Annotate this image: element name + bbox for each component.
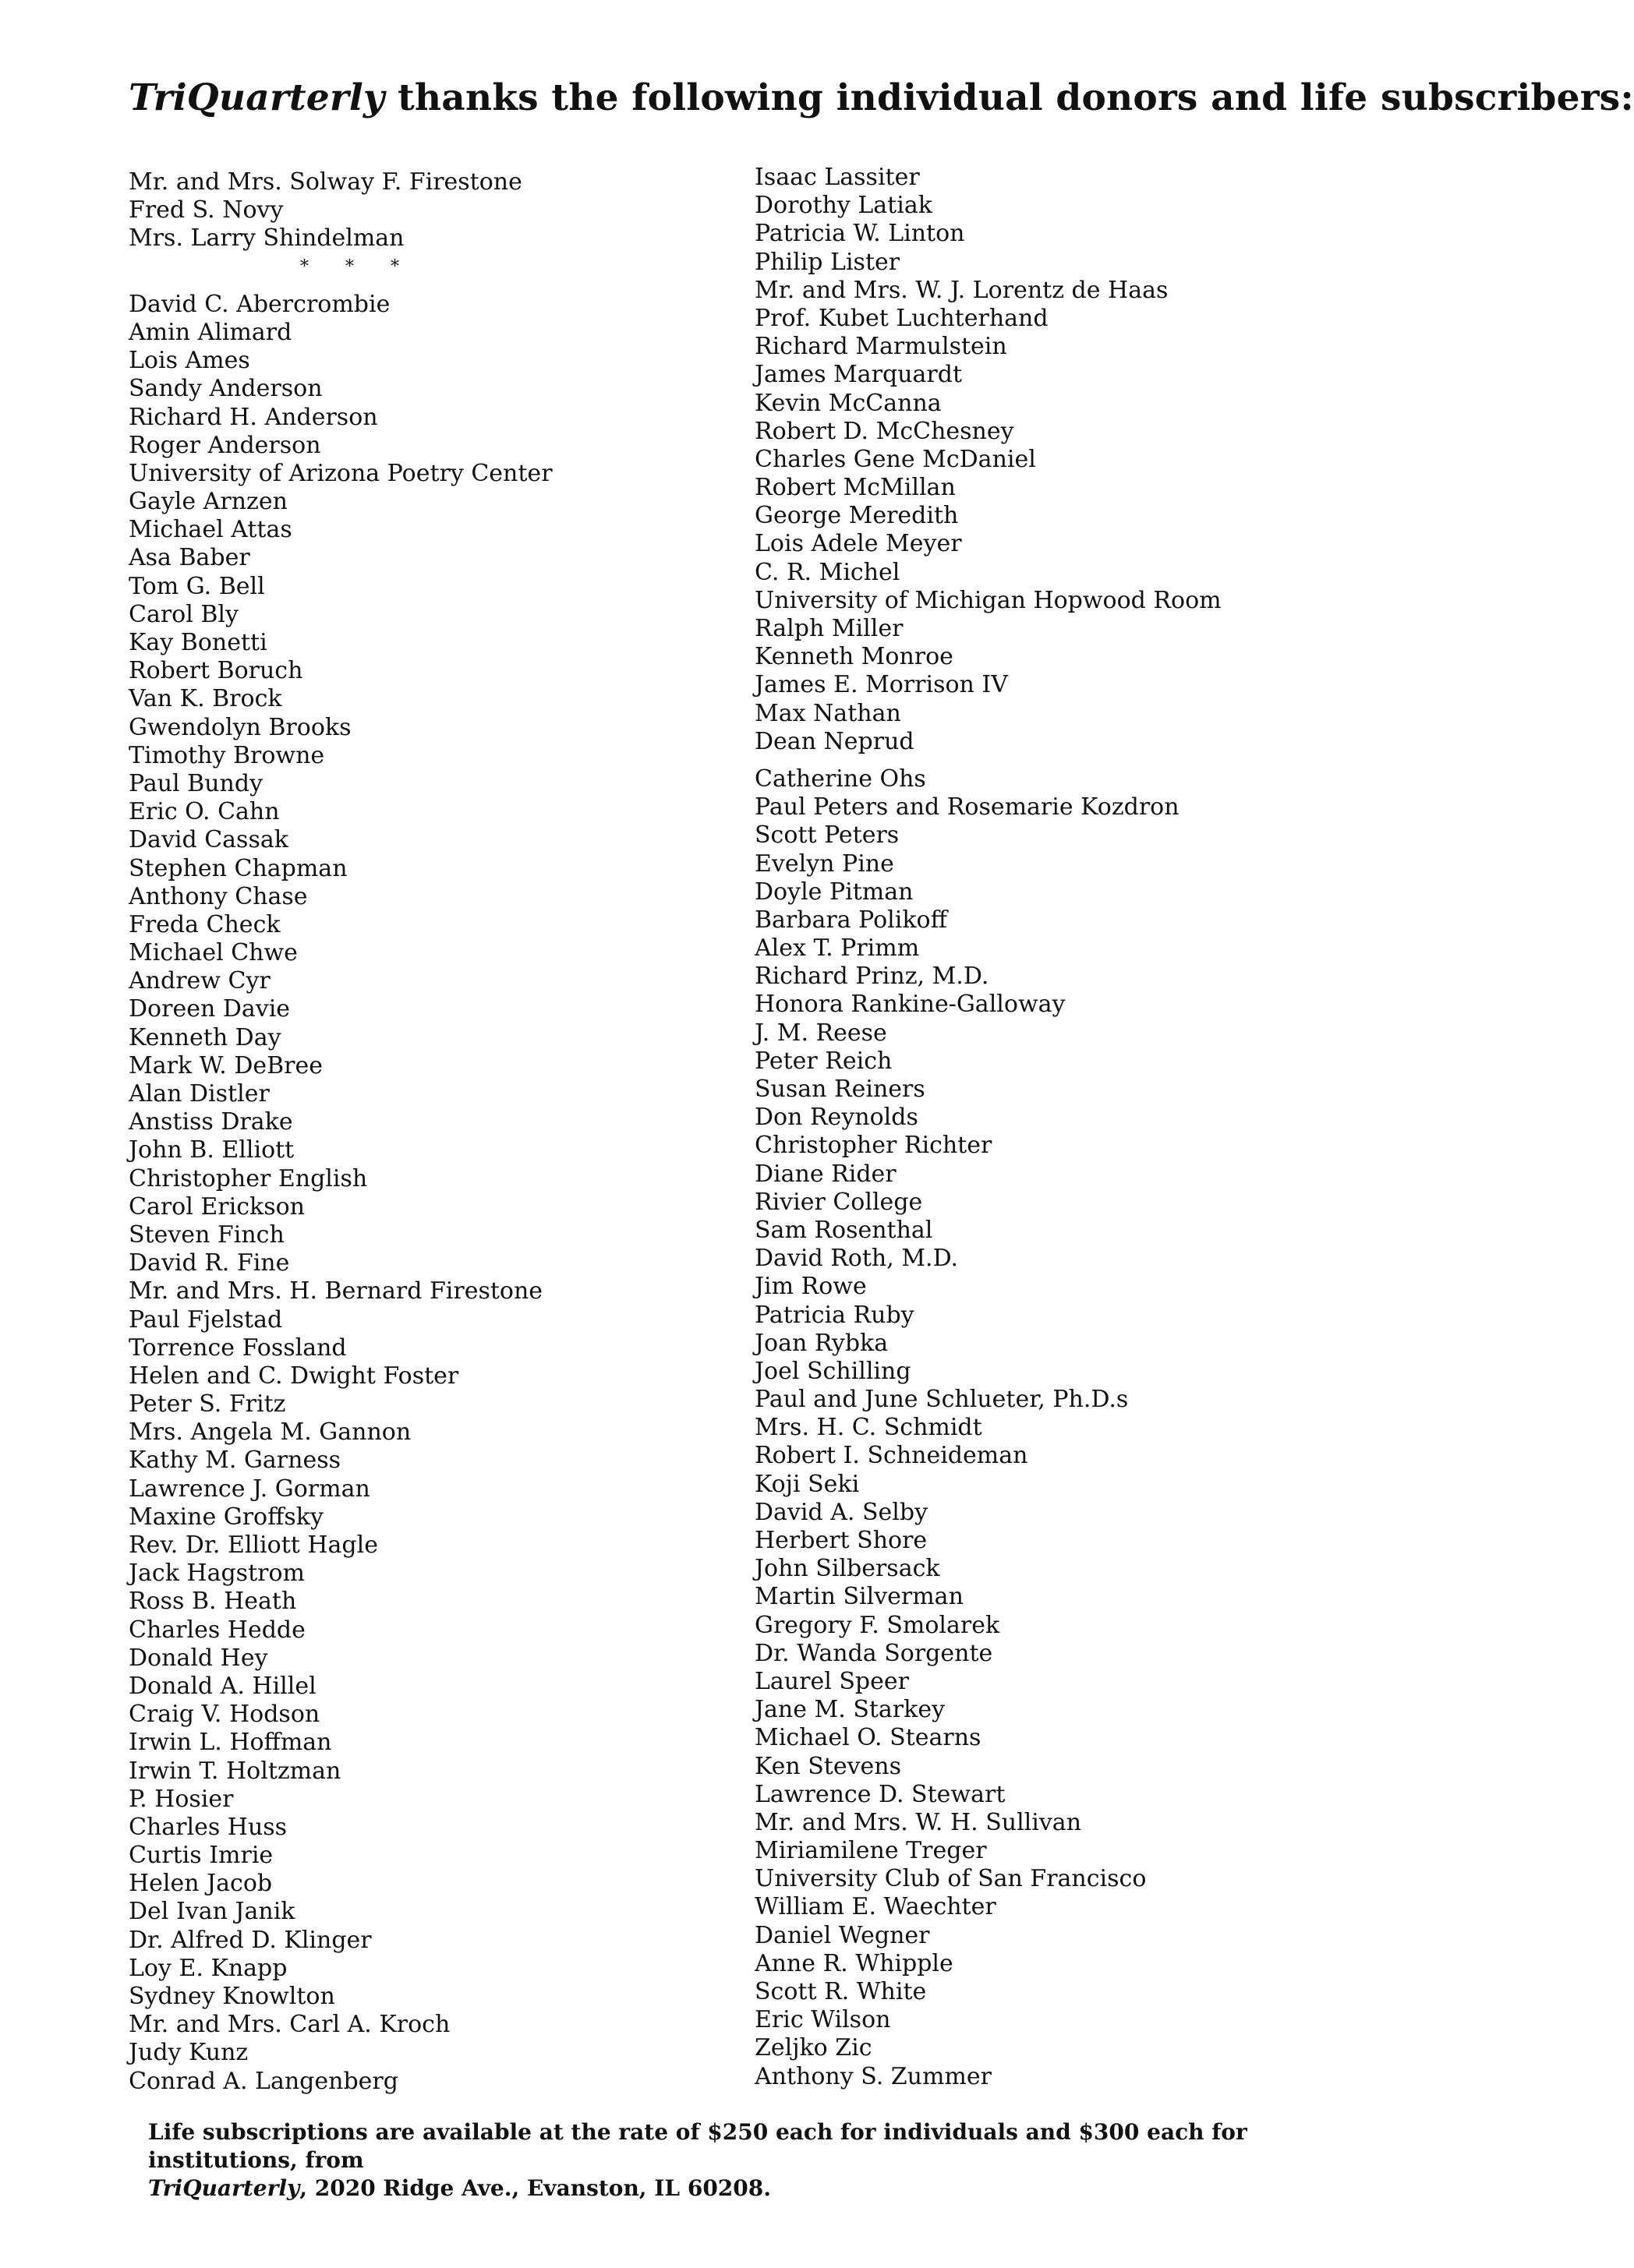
donor-name: Koji Seki (755, 1470, 860, 1498)
donor-name: Michael O. Stearns (755, 1724, 981, 1752)
donor-name: Asa Baber (129, 544, 250, 572)
donor-name: Carol Erickson (129, 1192, 305, 1221)
donor-name: Martin Silverman (755, 1583, 964, 1611)
donor-name: Susan Reiners (755, 1076, 925, 1103)
donor-name: Kenneth Monroe (755, 643, 953, 671)
donor-name: Philip Lister (755, 248, 900, 276)
donor-name: Anthony S. Zummer (755, 2062, 992, 2090)
donor-name: Kathy M. Garness (129, 1447, 341, 1475)
donor-name: Peter Reich (755, 1047, 893, 1075)
donor-name: Jane M. Starkey (755, 1696, 946, 1724)
left-donor-column (129, 168, 737, 2096)
donor-name: Laurel Speer (755, 1667, 909, 1695)
donor-name: Peter S. Fritz (129, 1390, 286, 1418)
donor-name: Maxine Groffsky (129, 1503, 324, 1531)
donor-name: Anstiss Drake (129, 1108, 293, 1136)
donor-name: Torrence Fossland (129, 1334, 347, 1362)
donor-name: Herbert Shore (755, 1527, 928, 1554)
donor-name: Miriamilene Treger (755, 1837, 987, 1865)
donor-name: Stephen Chapman (129, 854, 348, 882)
donor-name: Richard Prinz, M.D. (755, 963, 989, 991)
heading-magazine-title: TriQuarterly (129, 76, 385, 119)
donor-name: Charles Hedde (129, 1616, 306, 1644)
donor-name: Rivier College (755, 1188, 923, 1216)
footer-address: , 2020 Ridge Ave., Evanston, IL 60208. (299, 2175, 771, 2201)
donor-name: Mr. and Mrs. H. Bernard Firestone (129, 1277, 543, 1305)
donor-name: Tom G. Bell (129, 572, 265, 600)
donor-name: Scott Peters (755, 821, 900, 850)
donor-name: David C. Abercrombie (129, 290, 391, 318)
donor-name: Paul Bundy (129, 769, 263, 797)
donor-name: Jim Rowe (755, 1273, 867, 1301)
donor-name: Alex T. Primm (755, 934, 920, 963)
donor-name: Timothy Browne (129, 741, 325, 769)
donor-name: Doreen Davie (129, 995, 291, 1023)
donor-name: Barbara Polikoff (755, 906, 947, 934)
donor-name: Judy Kunz (129, 2039, 249, 2067)
donor-name: Gayle Arnzen (129, 488, 288, 516)
donor-name: Anne R. Whipple (755, 1949, 953, 1977)
right-donor-column (755, 164, 1417, 2091)
donor-name: University Club of San Francisco (755, 1865, 1147, 1893)
donor-name: Helen and C. Dwight Foster (129, 1362, 459, 1390)
donor-name: Craig V. Hodson (129, 1701, 320, 1729)
donor-name: Paul Fjelstad (129, 1305, 283, 1334)
donor-name: Irwin T. Holtzman (129, 1757, 341, 1785)
donor-name: Max Nathan (755, 699, 901, 727)
donor-name: Ken Stevens (755, 1752, 901, 1780)
donor-name: C. R. Michel (755, 558, 900, 586)
donor-name: James E. Morrison IV (755, 671, 1008, 699)
donor-name: Amin Alimard (129, 318, 292, 346)
donor-name: Isaac Lassiter (755, 164, 920, 191)
section-separator: * * * (300, 256, 415, 277)
donor-name: University of Michigan Hopwood Room (755, 586, 1222, 614)
donor-name: Lois Ames (129, 347, 250, 375)
donor-name: Dorothy Latiak (755, 192, 932, 220)
donor-name: John Silbersack (755, 1555, 940, 1583)
donor-name: Don Reynolds (755, 1104, 918, 1132)
donor-name: Helen Jacob (129, 1870, 273, 1898)
donor-name: Mrs. Larry Shindelman (129, 224, 405, 253)
donor-name: Mark W. DeBree (129, 1051, 324, 1079)
donor-name: Prof. Kubet Luchterhand (755, 304, 1049, 332)
donor-name: Diane Rider (755, 1160, 897, 1188)
donor-name: Mrs. Angela M. Gannon (129, 1418, 412, 1447)
donor-name: Van K. Brock (129, 685, 282, 713)
donor-name: David R. Fine (129, 1249, 290, 1277)
donor-name: Gregory F. Smolarek (755, 1611, 1000, 1639)
donor-name: Lawrence D. Stewart (755, 1780, 1006, 1808)
donor-name: Patricia Ruby (755, 1301, 914, 1329)
page-heading (129, 76, 1634, 119)
donor-name: Daniel Wegner (755, 1921, 930, 1949)
donor-name: Del Ivan Janik (129, 1898, 295, 1926)
donor-name: Curtis Imrie (129, 1842, 274, 1870)
donor-name: Kevin McCanna (755, 389, 942, 417)
donor-name: Robert D. McChesney (755, 417, 1014, 445)
donor-name: Mr. and Mrs. W. J. Lorentz de Haas (755, 276, 1169, 304)
footer-line-2 (148, 2174, 1333, 2203)
donor-name: Ralph Miller (755, 615, 904, 642)
donor-name: Irwin L. Hoffman (129, 1729, 332, 1757)
donor-name: William E. Waechter (755, 1893, 996, 1921)
donor-name: Robert McMillan (755, 474, 956, 502)
donor-name: Doyle Pitman (755, 878, 914, 906)
donor-name: David Cassak (129, 826, 288, 854)
donor-name: Christopher English (129, 1164, 368, 1192)
donor-name: Sam Rosenthal (755, 1216, 933, 1244)
donor-name: Kenneth Day (129, 1023, 281, 1051)
donor-name: Dean Neprud (755, 727, 914, 755)
donor-name: Robert I. Schneideman (755, 1442, 1028, 1470)
donor-name: Anthony Chase (129, 882, 308, 910)
donor-name: Eric Wilson (755, 2006, 891, 2034)
donor-name: Honora Rankine-Galloway (755, 991, 1066, 1019)
donor-name: Michael Chwe (129, 939, 298, 967)
donor-name: Zeljko Zic (755, 2034, 872, 2062)
donor-name: Paul Peters and Rosemarie Kozdron (755, 793, 1180, 821)
donor-name: Robert Boruch (129, 657, 303, 685)
donor-name: Christopher Richter (755, 1132, 992, 1160)
donor-name: Mr. and Mrs. Carl A. Kroch (129, 2011, 451, 2039)
donor-name: Sandy Anderson (129, 375, 323, 403)
donor-name: Steven Finch (129, 1221, 285, 1249)
donor-name: Eric O. Cahn (129, 798, 280, 826)
donor-name: Scott R. White (755, 1978, 927, 2005)
donor-name: Evelyn Pine (755, 850, 894, 878)
donor-name: Kay Bonetti (129, 629, 267, 656)
donor-name: Roger Anderson (129, 431, 321, 459)
donor-name: Dr. Alfred D. Klinger (129, 1926, 372, 1954)
donor-name: University of Arizona Poetry Center (129, 459, 553, 487)
donor-name: John B. Elliott (129, 1136, 295, 1164)
donor-name: P. Hosier (129, 1785, 234, 1813)
donor-name: Richard H. Anderson (129, 403, 378, 431)
donor-name: Fred S. Novy (129, 196, 284, 224)
donor-name: Patricia W. Linton (755, 220, 965, 248)
donor-name: Loy E. Knapp (129, 1954, 288, 1982)
donor-name: Lawrence J. Gorman (129, 1475, 370, 1503)
donor-name: Alan Distler (129, 1080, 270, 1108)
donor-name: Catherine Ohs (755, 765, 926, 793)
donor-name: David A. Selby (755, 1498, 928, 1526)
donor-name: Paul and June Schlueter, Ph.D.s (755, 1386, 1129, 1414)
donor-name: Joel Schilling (755, 1357, 911, 1385)
donor-name: Donald A. Hillel (129, 1672, 317, 1700)
donor-name: George Meredith (755, 502, 959, 530)
donor-name: Joan Rybka (755, 1329, 889, 1357)
donor-name: Gwendolyn Brooks (129, 713, 352, 741)
donor-name: Jack Hagstrom (129, 1560, 305, 1588)
donor-name: David Roth, M.D. (755, 1245, 959, 1273)
heading-text: thanks the following individual donors and life subscribers: (384, 76, 1634, 119)
donor-name: Charles Huss (129, 1813, 288, 1841)
donor-name: Ross B. Heath (129, 1588, 297, 1616)
donor-name: Michael Attas (129, 516, 292, 544)
donor-name: Carol Bly (129, 600, 239, 628)
donor-name: James Marquardt (755, 361, 963, 389)
donor-name: Mr. and Mrs. W. H. Sullivan (755, 1808, 1082, 1836)
donor-name: Lois Adele Meyer (755, 530, 962, 558)
footer-magazine-title: TriQuarterly (148, 2175, 300, 2201)
donor-name: Mr. and Mrs. Solway F. Firestone (129, 168, 522, 196)
donor-name: Mrs. H. C. Schmidt (755, 1414, 982, 1442)
donor-name: Donald Hey (129, 1644, 268, 1672)
donor-name: Conrad A. Langenberg (129, 2067, 398, 2095)
footer-note (148, 2118, 1333, 2203)
footer-line-1: Life subscriptions are available at the rate of $250 each for individuals and $300 each for institutions, from (148, 2119, 1247, 2173)
donor-name: Rev. Dr. Elliott Hagle (129, 1531, 378, 1559)
donor-name: Charles Gene McDaniel (755, 445, 1036, 473)
donor-name: Freda Check (129, 910, 281, 938)
donor-name: Andrew Cyr (129, 967, 271, 995)
donor-name: Dr. Wanda Sorgente (755, 1639, 993, 1667)
donor-name: J. M. Reese (755, 1019, 887, 1047)
donor-name: Richard Marmulstein (755, 333, 1007, 361)
donor-name: Sydney Knowlton (129, 1983, 335, 2010)
